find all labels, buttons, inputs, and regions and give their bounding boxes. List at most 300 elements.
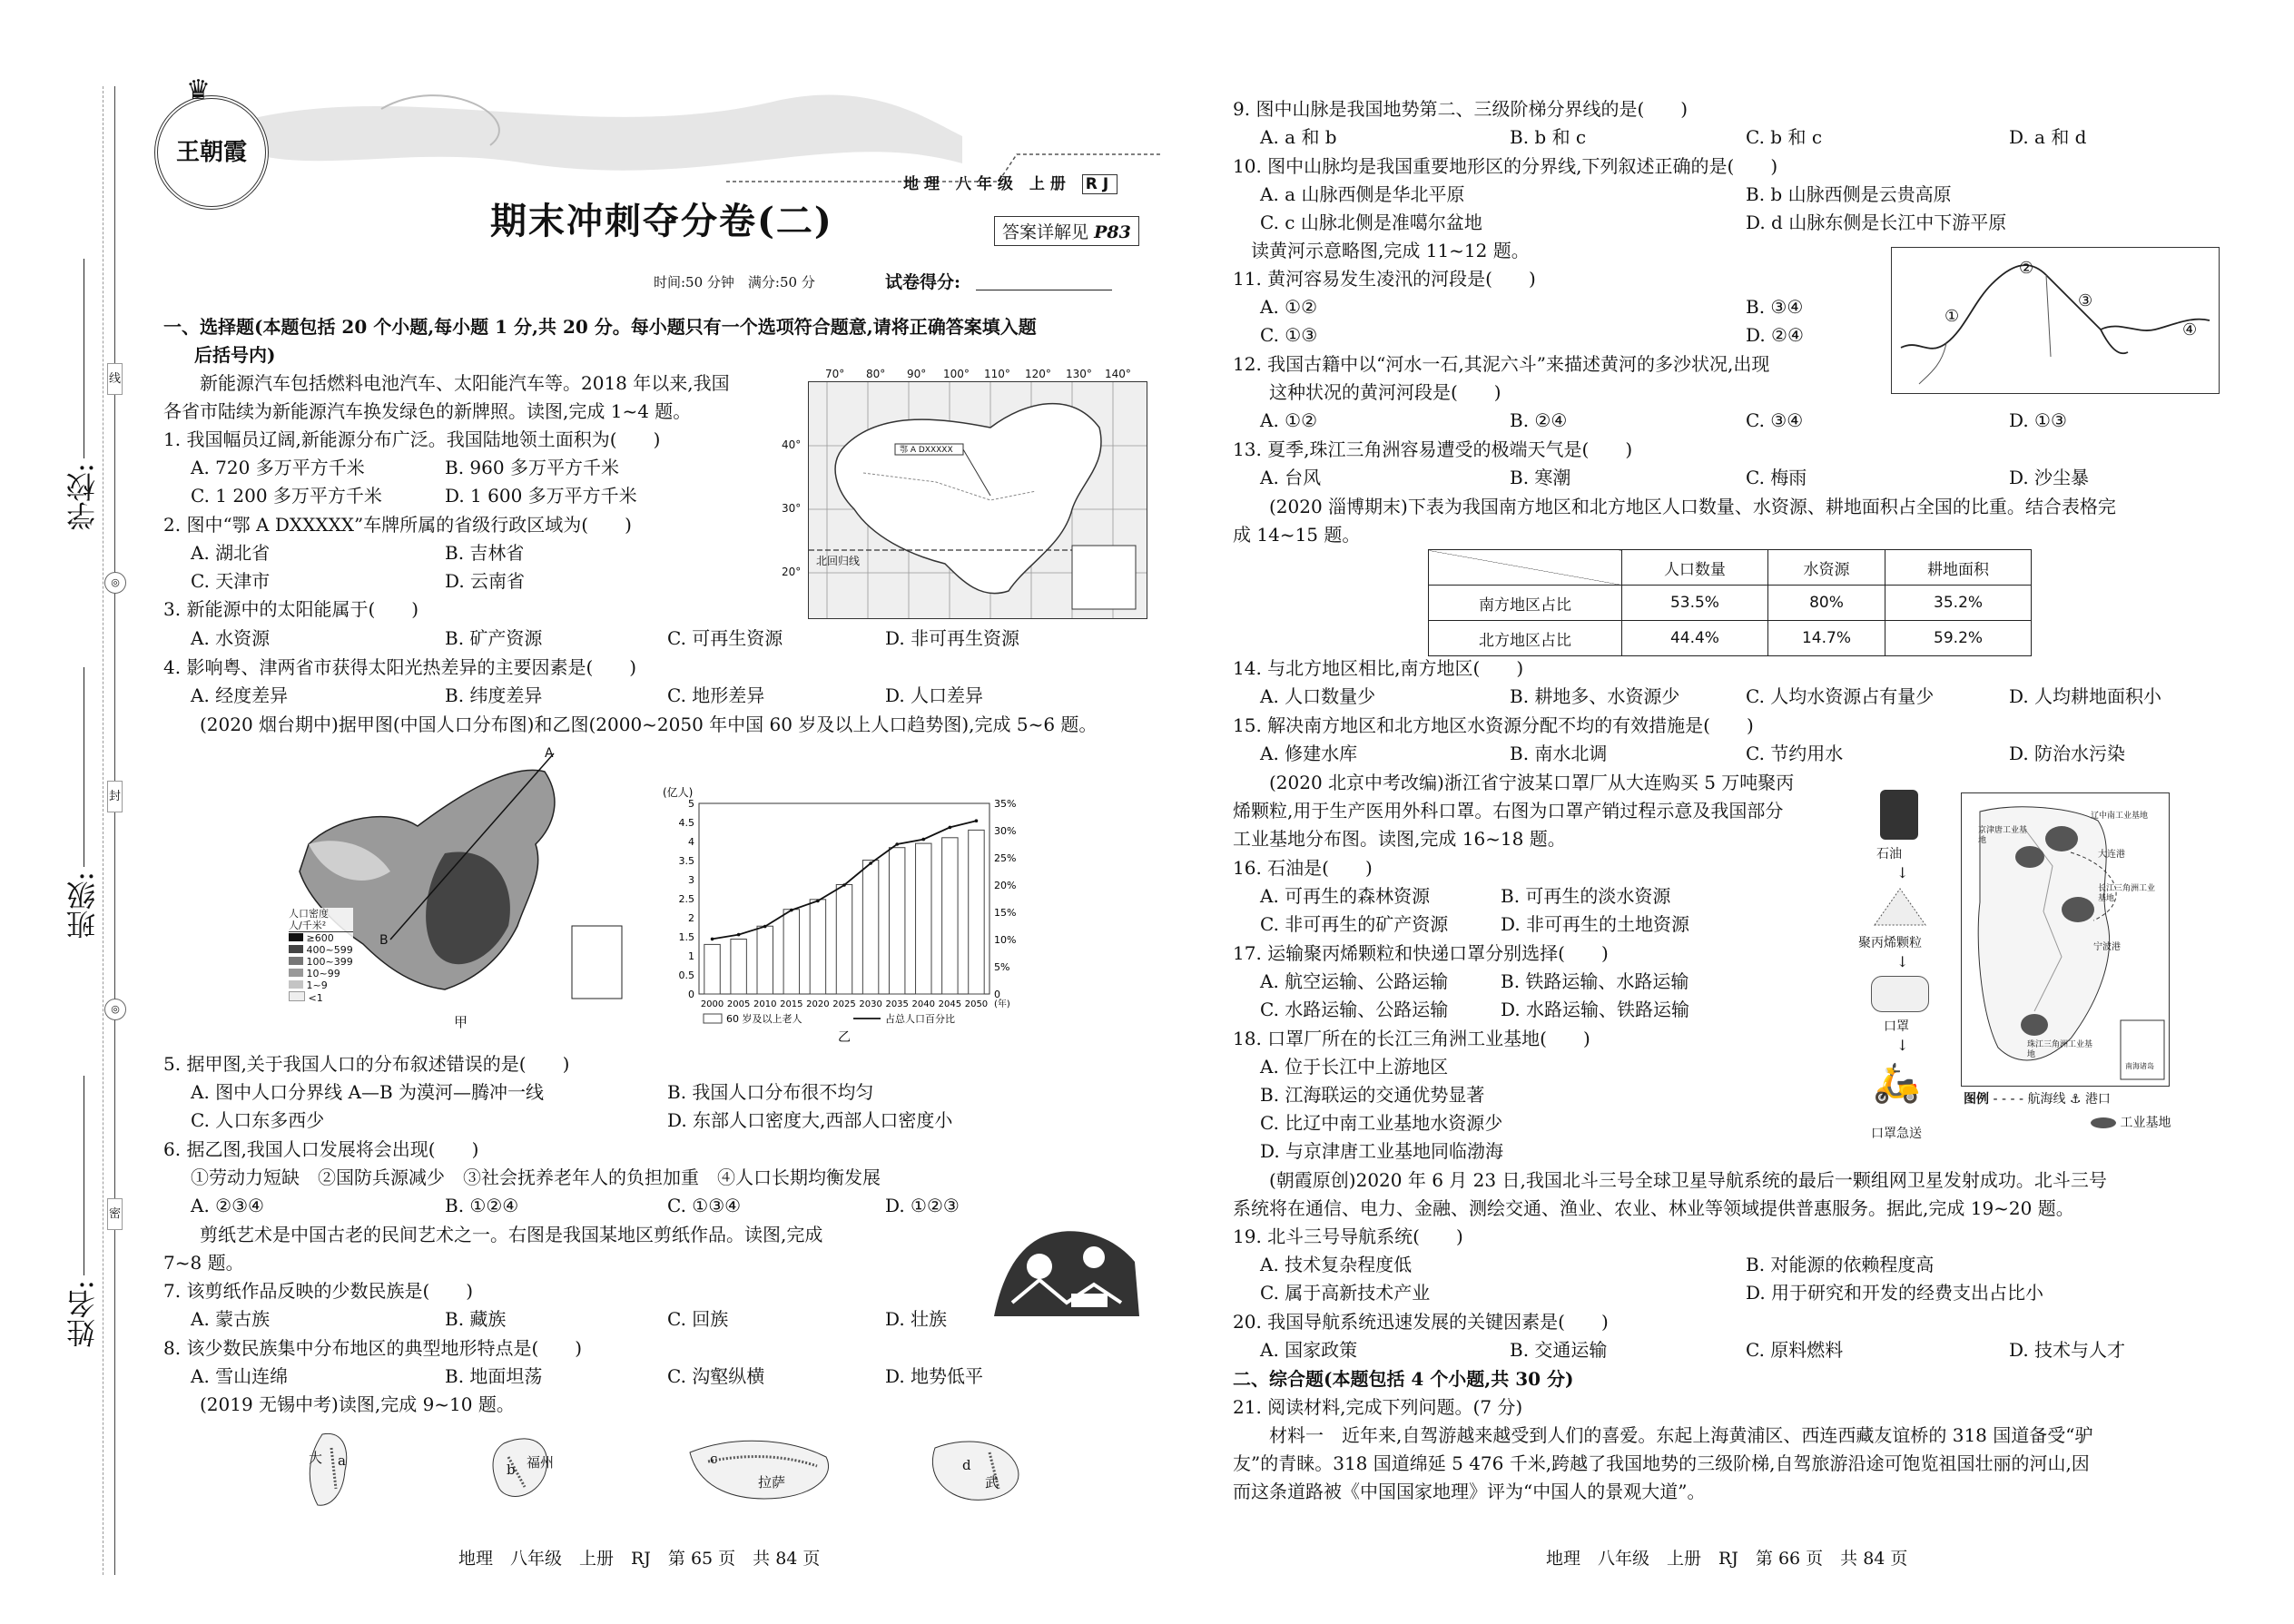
q1-option-d[interactable]: D. 1 600 多万平方千米 bbox=[445, 485, 637, 507]
intro-7-cont2: 工业基地分布图。读图,完成 16~18 题。 bbox=[1233, 828, 1566, 850]
q7-option-b[interactable]: B. 藏族 bbox=[445, 1308, 507, 1330]
q17-option-b[interactable]: B. 铁路运输、水路运输 bbox=[1501, 970, 1689, 992]
q16-option-d[interactable]: D. 非可再生的土地资源 bbox=[1501, 913, 1690, 935]
bar bbox=[916, 843, 931, 994]
table-row-label: 北方地区占比 bbox=[1429, 621, 1622, 656]
question-7: 7. 该剪纸作品反映的少数民族是( ) bbox=[163, 1280, 474, 1302]
map-label-liaozhongnan: 辽中南工业基地 bbox=[2091, 812, 2149, 821]
intro-1-cont: 各省市陆续为新能源汽车换发绿色的新牌照。读图,完成 1~4 题。 bbox=[163, 400, 692, 422]
sea-route-legend-icon: - - - - bbox=[1993, 1092, 2024, 1107]
q18-option-c[interactable]: C. 比辽中南工业基地水资源少 bbox=[1260, 1112, 1503, 1134]
q4-option-c[interactable]: C. 地形差异 bbox=[667, 684, 765, 706]
map-label: d bbox=[962, 1457, 971, 1473]
q18-option-b[interactable]: B. 江海联运的交通优势显著 bbox=[1260, 1084, 1485, 1106]
q12-option-d[interactable]: D. ①③ bbox=[2009, 409, 2067, 431]
intro-4: (2019 无锡中考)读图,完成 9~10 题。 bbox=[182, 1393, 515, 1415]
legend-bar-label: 60 岁及以上老人 bbox=[726, 1013, 802, 1025]
region-ratio-table bbox=[1428, 549, 2032, 656]
bar bbox=[757, 926, 773, 994]
binding-hole-icon: ◎ bbox=[104, 999, 126, 1020]
q19-option-c[interactable]: C. 属于高新技术产业 bbox=[1260, 1282, 1431, 1304]
map-label: b bbox=[507, 1462, 516, 1478]
q17-option-d[interactable]: D. 水路运输、铁路运输 bbox=[1501, 999, 1690, 1020]
map-legend bbox=[1964, 1089, 2111, 1107]
q5-option-d[interactable]: D. 东部人口密度大,西部人口密度小 bbox=[667, 1109, 953, 1131]
q20-option-d[interactable]: D. 技术与人才 bbox=[2009, 1339, 2126, 1361]
q10-option-b[interactable]: B. b 山脉西侧是云贵高原 bbox=[1746, 183, 1952, 205]
lat-40: 40° bbox=[782, 438, 802, 451]
legend-item: 10~99 bbox=[306, 968, 340, 979]
answer-ref-prefix: 答案详解见 bbox=[1002, 222, 1089, 242]
left-tick-label: 4.5 bbox=[678, 817, 694, 829]
x-tick-label: 2020 bbox=[806, 999, 830, 1009]
question-8: 8. 该少数民族集中分布地区的典型地形特点是( ) bbox=[163, 1337, 583, 1359]
section1-heading: 一、选择题(本题包括 20 个小题,每小题 1 分,共 20 分。每小题只有一个选项符合题意,请将正确答案填入题 bbox=[163, 316, 1037, 338]
line-point bbox=[737, 933, 741, 937]
left-tick-label: 3.5 bbox=[678, 855, 694, 867]
q6-option-b[interactable]: B. ①②④ bbox=[445, 1195, 519, 1216]
section2-heading: 二、综合题(本题包括 4 个小题,共 30 分) bbox=[1233, 1368, 1574, 1390]
line-point bbox=[895, 842, 899, 846]
material-1-cont2: 而这条道路被《中国国家地理》评为“中国人的景观大道”。 bbox=[1233, 1481, 1706, 1502]
q4-option-b[interactable]: B. 纬度差异 bbox=[445, 684, 543, 706]
legend-item: 100~399 bbox=[306, 956, 353, 968]
question-15: 15. 解决南方地区和北方地区水资源分配不均的有效措施是( ) bbox=[1233, 714, 1754, 736]
industrial-base-map bbox=[1961, 792, 2170, 1087]
q15-option-a[interactable]: A. 修建水库 bbox=[1260, 743, 1358, 764]
right-tick-label: 5% bbox=[994, 961, 1010, 973]
x-tick-label: 2000 bbox=[700, 999, 724, 1009]
q11-option-b[interactable]: B. ③④ bbox=[1746, 296, 1804, 318]
intro-1: 新能源汽车包括燃料电池汽车、太阳能汽车等。2018 年以来,我国 bbox=[163, 372, 730, 394]
legend-item: ≥600 bbox=[306, 932, 334, 944]
intro-7-cont: 烯颗粒,用于生产医用外科口罩。右图为口罩产销过程示意及我国部分 bbox=[1233, 800, 1784, 822]
q16-option-b[interactable]: B. 可再生的淡水资源 bbox=[1501, 885, 1671, 907]
lon-120: 120° bbox=[1025, 368, 1051, 380]
arrow-down-icon: ↓ bbox=[1896, 864, 1909, 881]
question-14: 14. 与北方地区相比,南方地区( ) bbox=[1233, 657, 1524, 679]
question-12: 12. 我国古籍中以“河水一石,其泥六斗”来描述黄河的多沙状况,出现 bbox=[1233, 353, 1770, 375]
question-9: 9. 图中山脉是我国地势第二、三级阶梯分界线的是( ) bbox=[1233, 98, 1689, 120]
lon-80: 80° bbox=[866, 368, 886, 380]
table-cell: 59.2% bbox=[1885, 621, 2032, 656]
right-tick-label: 35% bbox=[994, 798, 1017, 810]
bar bbox=[836, 884, 852, 994]
legend-row bbox=[289, 991, 353, 1004]
table-header: 水资源 bbox=[1767, 550, 1885, 586]
y-unit-label: (亿人) bbox=[663, 786, 694, 799]
table-header: 人口数量 bbox=[1622, 550, 1768, 586]
subject-tags bbox=[903, 171, 1117, 193]
arrow-down-icon: ↓ bbox=[1896, 953, 1909, 970]
question-11: 11. 黄河容易发生凌汛的河段是( ) bbox=[1233, 268, 1536, 290]
lon-130: 130° bbox=[1066, 368, 1092, 380]
q16-option-a[interactable]: A. 可再生的森林资源 bbox=[1260, 885, 1431, 907]
legend-industrial-base: 工业基地 bbox=[2120, 1116, 2171, 1130]
table-cell: 35.2% bbox=[1885, 586, 2032, 621]
legend-row bbox=[289, 956, 353, 968]
mask-icon bbox=[1871, 976, 1929, 1012]
q13-option-c[interactable]: C. 梅雨 bbox=[1746, 467, 1807, 488]
q20-option-c[interactable]: C. 原料燃料 bbox=[1746, 1339, 1844, 1361]
q20-option-a[interactable]: A. 国家政策 bbox=[1260, 1339, 1358, 1361]
x-tick-label: 2035 bbox=[885, 999, 909, 1009]
q3-option-a[interactable]: A. 水资源 bbox=[191, 627, 271, 649]
page-title: 期末冲刺夺分卷(二) bbox=[490, 200, 833, 242]
q12-option-c[interactable]: C. ③④ bbox=[1746, 409, 1804, 431]
china-grid-map-drawing bbox=[809, 382, 1147, 618]
river-marker-1: ① bbox=[1944, 307, 1960, 326]
right-tick-label: 20% bbox=[994, 880, 1017, 891]
table-header: 耕地面积 bbox=[1885, 550, 2032, 586]
q4-option-d[interactable]: D. 人口差异 bbox=[885, 684, 984, 706]
q19-option-a[interactable]: A. 技术复杂程度低 bbox=[1260, 1254, 1413, 1275]
q14-option-b[interactable]: B. 耕地多、水资源少 bbox=[1510, 685, 1680, 707]
q15-option-b[interactable]: B. 南水北调 bbox=[1510, 743, 1608, 764]
x-tick-label: 2045 bbox=[938, 999, 962, 1009]
q7-option-d[interactable]: D. 壮族 bbox=[885, 1308, 948, 1330]
left-tick-label: 2 bbox=[688, 912, 694, 924]
tag-grade: 八年级 bbox=[955, 175, 1019, 193]
intro-3: 剪纸艺术是中国古老的民间艺术之一。右图是我国某地区剪纸作品。读图,完成 bbox=[163, 1224, 823, 1245]
q6-option-d[interactable]: D. ①②③ bbox=[885, 1195, 960, 1216]
table-cell: 53.5% bbox=[1622, 586, 1768, 621]
lon-100: 100° bbox=[943, 368, 970, 380]
q3-option-b[interactable]: B. 矿产资源 bbox=[445, 627, 543, 649]
question-6: 6. 据乙图,我国人口发展将会出现( ) bbox=[163, 1138, 479, 1160]
crown-icon: ♛ bbox=[186, 74, 211, 106]
line-point bbox=[711, 938, 714, 941]
left-footer: 地理 八年级 上册 RJ 第 65 页 共 84 页 bbox=[458, 1549, 821, 1569]
line-end-a: A bbox=[545, 746, 554, 761]
mask-process-flow bbox=[1858, 790, 1936, 1148]
river-marker-2: ② bbox=[2019, 259, 2034, 278]
bar bbox=[731, 940, 746, 994]
answer-reference bbox=[994, 216, 1139, 246]
q2-option-c[interactable]: C. 天津市 bbox=[191, 570, 271, 592]
delivery-scooter-icon: 🛵 bbox=[1873, 1060, 1921, 1105]
river-marker-3: ③ bbox=[2078, 291, 2093, 310]
table-row-label: 南方地区占比 bbox=[1429, 586, 1622, 621]
lat-30: 30° bbox=[782, 502, 802, 515]
q8-option-c[interactable]: C. 沟壑纵横 bbox=[667, 1365, 765, 1387]
left-tick-label: 5 bbox=[688, 798, 694, 810]
score-label: 试卷得分: bbox=[885, 272, 961, 292]
intro-3-cont: 7~8 题。 bbox=[163, 1252, 244, 1274]
q13-option-d[interactable]: D. 沙尘暴 bbox=[2009, 467, 2090, 488]
intro-8-cont: 系统将在通信、电力、金融、测绘交通、渔业、农业、林业等领域提供普惠服务。据此,完成 19~20 题。 bbox=[1233, 1197, 2074, 1219]
q8-option-a[interactable]: A. 雪山连绵 bbox=[191, 1365, 289, 1387]
table-cell: 80% bbox=[1767, 586, 1885, 621]
question-2: 2. 图中“鄂 A DXXXXX”车牌所属的省级行政区域为( ) bbox=[163, 514, 632, 536]
left-tick-label: 0.5 bbox=[678, 969, 694, 981]
q17-option-a[interactable]: A. 航空运输、公路运输 bbox=[1260, 970, 1449, 992]
q9-option-c[interactable]: C. b 和 c bbox=[1746, 126, 1823, 148]
q7-option-c[interactable]: C. 回族 bbox=[667, 1308, 729, 1330]
map-label-ningbo: 宁波港 bbox=[2093, 942, 2121, 952]
port-legend-icon: ⚓ bbox=[2069, 1092, 2082, 1107]
q15-option-d[interactable]: D. 防治水污染 bbox=[2009, 743, 2126, 764]
q8-option-b[interactable]: B. 地面坦荡 bbox=[445, 1365, 543, 1387]
q14-option-c[interactable]: C. 人均水资源占有量少 bbox=[1746, 685, 1935, 707]
time-info: 时间:50 分钟 满分:50 分 bbox=[654, 274, 815, 290]
q16-option-c[interactable]: C. 非可再生的矿产资源 bbox=[1260, 913, 1449, 935]
left-tick-label: 0 bbox=[688, 989, 694, 1000]
seal-char-1: 线 bbox=[107, 363, 123, 395]
legend-title: 人口密度 bbox=[289, 908, 329, 920]
bar bbox=[862, 861, 878, 994]
flow-label-mask: 口罩 bbox=[1884, 1019, 1909, 1034]
legend-line-label: 占总人口百分比 bbox=[885, 1013, 955, 1025]
lon-70: 70° bbox=[825, 368, 845, 380]
answer-ref-page: P83 bbox=[1094, 222, 1131, 242]
table-header-row bbox=[1429, 550, 2032, 586]
seal-char-2: 封 bbox=[107, 781, 123, 812]
table-corner-cell bbox=[1429, 550, 1622, 586]
q20-option-b[interactable]: B. 交通运输 bbox=[1510, 1339, 1608, 1361]
q18-option-a[interactable]: A. 位于长江中上游地区 bbox=[1260, 1056, 1449, 1078]
chart-caption: 乙 bbox=[838, 1030, 851, 1044]
q11-option-d[interactable]: D. ②④ bbox=[1746, 324, 1804, 346]
q5-option-a[interactable]: A. 图中人口分界线 A—B 为漠河—腾冲一线 bbox=[191, 1081, 545, 1103]
q5-option-c[interactable]: C. 人口东多西少 bbox=[191, 1109, 325, 1131]
q3-option-d[interactable]: D. 非可再生资源 bbox=[885, 627, 1020, 649]
x-tick-label: 2025 bbox=[832, 999, 856, 1009]
arrow-down-icon: ↓ bbox=[1896, 1037, 1909, 1054]
legend-row bbox=[289, 944, 353, 956]
q1-option-a[interactable]: A. 720 多万平方千米 bbox=[191, 457, 365, 478]
q6-option-a[interactable]: A. ②③④ bbox=[191, 1195, 264, 1216]
tag-volume: 上册 bbox=[1029, 175, 1071, 193]
q4-option-a[interactable]: A. 经度差异 bbox=[191, 684, 289, 706]
province-outline-maps bbox=[281, 1425, 1071, 1511]
license-plate-label: 鄂 A DXXXXX bbox=[900, 446, 953, 455]
intro-6: (2020 淄博期末)下表为我国南方地区和北方地区人口数量、水资源、耕地面积占全国的比重。结合表格完 bbox=[1233, 496, 2116, 517]
q3-option-c[interactable]: C. 可再生资源 bbox=[667, 627, 783, 649]
yellow-river-drawing bbox=[1892, 248, 2219, 393]
table-cell: 14.7% bbox=[1767, 621, 1885, 656]
line-point bbox=[949, 826, 952, 830]
intro-5: 读黄河示意略图,完成 11~12 题。 bbox=[1233, 240, 1530, 261]
question-5: 5. 据甲图,关于我国人口的分布叙述错误的是( ) bbox=[163, 1053, 570, 1075]
name-label: 姓名: bbox=[65, 1280, 100, 1348]
elderly-chart-svg bbox=[654, 781, 1044, 1044]
bar bbox=[704, 944, 720, 994]
x-tick-label: 2015 bbox=[780, 999, 803, 1009]
line-point bbox=[763, 925, 767, 929]
bar bbox=[969, 830, 984, 994]
map-label-south-sea: 南海诸岛 bbox=[2125, 1062, 2154, 1070]
question-3: 3. 新能源中的太阳能属于( ) bbox=[163, 598, 419, 620]
q6-option-c[interactable]: C. ①③④ bbox=[667, 1195, 742, 1216]
q17-option-c[interactable]: C. 水路运输、公路运输 bbox=[1260, 999, 1449, 1020]
q9-option-a[interactable]: A. a 和 b bbox=[1260, 126, 1337, 148]
industrial-base-legend-icon bbox=[2091, 1117, 2116, 1128]
q5-option-b[interactable]: B. 我国人口分布很不均匀 bbox=[667, 1081, 874, 1103]
map-label-jingjintang: 京津唐工业基地 bbox=[1978, 826, 2028, 845]
x-tick-label: 2030 bbox=[859, 999, 882, 1009]
question-12-cont: 这种状况的黄河河段是( ) bbox=[1233, 381, 1501, 403]
line-point bbox=[790, 909, 793, 912]
q10-option-a[interactable]: A. a 山脉西侧是华北平原 bbox=[1260, 183, 1465, 205]
bar bbox=[942, 838, 958, 994]
legend-item: 1~9 bbox=[306, 979, 328, 991]
legend-row bbox=[289, 968, 353, 979]
question-19: 19. 北斗三号导航系统( ) bbox=[1233, 1225, 1463, 1247]
q9-option-d[interactable]: D. a 和 d bbox=[2009, 126, 2087, 148]
binding-hole-icon: ◎ bbox=[104, 572, 126, 594]
right-tick-label: 30% bbox=[994, 825, 1017, 837]
lat-20: 20° bbox=[782, 566, 802, 578]
line-end-b: B bbox=[379, 933, 389, 948]
legend-item: <1 bbox=[308, 992, 323, 1004]
elderly-population-chart bbox=[654, 781, 1044, 1044]
flow-label-delivery: 口罩急送 bbox=[1871, 1127, 1922, 1141]
q15-option-c[interactable]: C. 节约用水 bbox=[1746, 743, 1844, 764]
left-tick-label: 1 bbox=[688, 950, 694, 962]
seal-char-3: 密 bbox=[107, 1198, 123, 1230]
papercut-artwork bbox=[985, 1216, 1144, 1325]
q1-option-c[interactable]: C. 1 200 多万平方千米 bbox=[191, 485, 382, 507]
question-4: 4. 影响粤、津两省市获得太阳光热差异的主要因素是( ) bbox=[163, 656, 637, 678]
school-label: 学校: bbox=[65, 463, 100, 531]
map-label-dalian: 大连港 bbox=[2098, 850, 2125, 860]
left-tick-label: 3 bbox=[688, 874, 694, 886]
tropic-label: 北回归线 bbox=[816, 555, 861, 567]
bar bbox=[810, 900, 825, 994]
q7-option-a[interactable]: A. 蒙古族 bbox=[191, 1308, 271, 1330]
lon-110: 110° bbox=[984, 368, 1010, 380]
density-legend bbox=[289, 908, 353, 1004]
intro-6-cont: 成 14~15 题。 bbox=[1233, 524, 1361, 546]
q12-option-b[interactable]: B. ②④ bbox=[1510, 409, 1568, 431]
legend-row bbox=[289, 932, 353, 944]
q11-option-c[interactable]: C. ①③ bbox=[1260, 324, 1318, 346]
bar bbox=[889, 848, 904, 994]
left-tick-label: 2.5 bbox=[678, 893, 694, 905]
left-tick-label: 1.5 bbox=[678, 931, 694, 943]
intro-8: (朝霞原创)2020 年 6 月 23 日,我国北斗三号全球卫星导航系统的最后一颗组网卫星发射成功。北斗三号 bbox=[1233, 1169, 2107, 1191]
map-label: c bbox=[710, 1451, 718, 1467]
q14-option-d[interactable]: D. 人均耕地面积小 bbox=[2009, 685, 2162, 707]
section1-heading-cont: 后括号内) bbox=[194, 344, 276, 366]
question-17: 17. 运输聚丙烯颗粒和快递口罩分别选择( ) bbox=[1233, 942, 1609, 964]
material-1: 材料一 近年来,自驾游越来越受到人们的喜爱。东起上海黄浦区、西连西藏友谊桥的 318 国道备受“驴 bbox=[1233, 1424, 2093, 1446]
right-footer: 地理 八年级 上册 RJ 第 66 页 共 84 页 bbox=[1546, 1549, 1908, 1569]
map-label: a bbox=[338, 1452, 346, 1469]
material-1-cont: 友”的青睐。318 国道绵延 5 476 千米,跨越了我国地势的三级阶梯,自驾旅游沿途可饱览祖国壮丽的河山,因 bbox=[1233, 1452, 2090, 1474]
q19-option-d[interactable]: D. 用于研究和开发的经费支出占比小 bbox=[1746, 1282, 2044, 1304]
right-tick-label: 0 bbox=[994, 989, 1000, 1000]
q8-option-d[interactable]: D. 地势低平 bbox=[885, 1365, 984, 1387]
map-label: 拉萨 bbox=[758, 1474, 786, 1491]
table-row bbox=[1429, 586, 2032, 621]
table-row bbox=[1429, 621, 2032, 656]
river-marker-4: ④ bbox=[2182, 320, 2198, 340]
question-13: 13. 夏季,珠江三角洲容易遭受的极端天气是( ) bbox=[1233, 438, 1633, 460]
q19-option-b[interactable]: B. 对能源的依赖程度高 bbox=[1746, 1254, 1935, 1275]
table-cell: 44.4% bbox=[1622, 621, 1768, 656]
left-tick-label: 4 bbox=[688, 836, 694, 848]
x-tick-label: 2040 bbox=[911, 999, 935, 1009]
flow-label-pellets: 聚丙烯颗粒 bbox=[1858, 936, 1922, 950]
question-16: 16. 石油是( ) bbox=[1233, 857, 1373, 879]
intro-2: (2020 烟台期中)据甲图(中国人口分布图)和乙图(2000~2050 年中国 60 岁及以上人口趋势图),完成 5~6 题。 bbox=[182, 714, 1098, 735]
right-page bbox=[1147, 0, 2294, 1624]
line-point bbox=[869, 861, 872, 865]
class-label: 班级: bbox=[65, 871, 100, 940]
q10-option-c[interactable]: C. c 山脉北侧是准噶尔盆地 bbox=[1260, 212, 1482, 233]
q13-option-a[interactable]: A. 台风 bbox=[1260, 467, 1322, 488]
question-10: 10. 图中山脉均是我国重要地形区的分界线,下列叙述正确的是( ) bbox=[1233, 155, 1778, 177]
flow-label-oil: 石油 bbox=[1876, 847, 1902, 861]
map-label: 大 bbox=[309, 1450, 323, 1466]
line-point bbox=[842, 883, 846, 887]
legend-bar-swatch bbox=[704, 1014, 722, 1023]
q10-option-d[interactable]: D. d 山脉东侧是长江中下游平原 bbox=[1746, 212, 2007, 233]
china-grid-map bbox=[782, 368, 1147, 619]
tag-edition: RJ bbox=[1082, 174, 1117, 194]
q6-statements: ①劳动力短缺 ②国防兵源减少 ③社会抚养老年人的负担加重 ④人口长期均衡发展 bbox=[172, 1166, 881, 1188]
legend-item: 400~599 bbox=[306, 944, 353, 956]
intro-7: (2020 北京中考改编)浙江省宁波某口罩厂从大连购买 5 万吨聚丙 bbox=[1233, 772, 1795, 793]
q2-option-b[interactable]: B. 吉林省 bbox=[445, 542, 525, 564]
line-point bbox=[975, 819, 979, 822]
x-tick-label: 2050 bbox=[964, 999, 989, 1009]
q12-option-a[interactable]: A. ①② bbox=[1260, 409, 1318, 431]
question-20: 20. 我国导航系统迅速发展的关键因素是( ) bbox=[1233, 1311, 1609, 1333]
right-tick-label: 15% bbox=[994, 907, 1017, 919]
map-label: 福州 bbox=[527, 1454, 555, 1471]
legend-unit: 人/千米² bbox=[289, 920, 353, 932]
q14-option-a[interactable]: A. 人口数量少 bbox=[1260, 685, 1376, 707]
q2-option-d[interactable]: D. 云南省 bbox=[445, 570, 526, 592]
map-jia-caption: 甲 bbox=[454, 1014, 468, 1030]
lon-90: 90° bbox=[907, 368, 927, 380]
q2-option-a[interactable]: A. 湖北省 bbox=[191, 542, 271, 564]
bar bbox=[783, 910, 799, 994]
line-point bbox=[816, 900, 820, 903]
q9-option-b[interactable]: B. b 和 c bbox=[1510, 126, 1587, 148]
legend-prefix: 图例 bbox=[1964, 1092, 1989, 1107]
q11-option-a[interactable]: A. ①② bbox=[1260, 296, 1318, 318]
q13-option-b[interactable]: B. 寒潮 bbox=[1510, 467, 1571, 488]
question-1: 1. 我国幅员辽阔,新能源分布广泛。我国陆地领土面积为( ) bbox=[163, 428, 661, 450]
right-tick-label: 25% bbox=[994, 852, 1017, 864]
q18-option-d[interactable]: D. 与京津唐工业基地同临渤海 bbox=[1260, 1140, 1504, 1162]
question-18: 18. 口罩厂所在的长江三角洲工业基地( ) bbox=[1233, 1028, 1590, 1049]
question-21: 21. 阅读材料,完成下列问题。(7 分) bbox=[1233, 1396, 1523, 1418]
legend-row bbox=[289, 979, 353, 991]
population-density-map bbox=[272, 744, 626, 1035]
pellet-pile-icon bbox=[1871, 885, 1929, 929]
map-label-pearl-delta: 珠江三角洲工业基地 bbox=[2027, 1040, 2093, 1059]
yellow-river-map bbox=[1891, 247, 2220, 394]
right-tick-label: 10% bbox=[994, 934, 1017, 946]
x-unit-label: (年) bbox=[994, 999, 1010, 1009]
x-tick-label: 2010 bbox=[753, 999, 777, 1009]
q1-option-b[interactable]: B. 960 多万平方千米 bbox=[445, 457, 619, 478]
map-legend-2 bbox=[2091, 1113, 2171, 1131]
map-label-yangtze-delta: 长江三角洲工业基地 bbox=[2098, 884, 2156, 903]
tag-subject: 地理 bbox=[903, 175, 945, 193]
line-point bbox=[921, 838, 925, 842]
oil-barrel-icon bbox=[1880, 790, 1918, 840]
lon-140: 140° bbox=[1105, 368, 1131, 380]
legend-port: 港口 bbox=[2084, 1092, 2111, 1107]
publisher-logo: 王朝霞 bbox=[154, 95, 269, 210]
x-tick-label: 2005 bbox=[726, 999, 751, 1009]
